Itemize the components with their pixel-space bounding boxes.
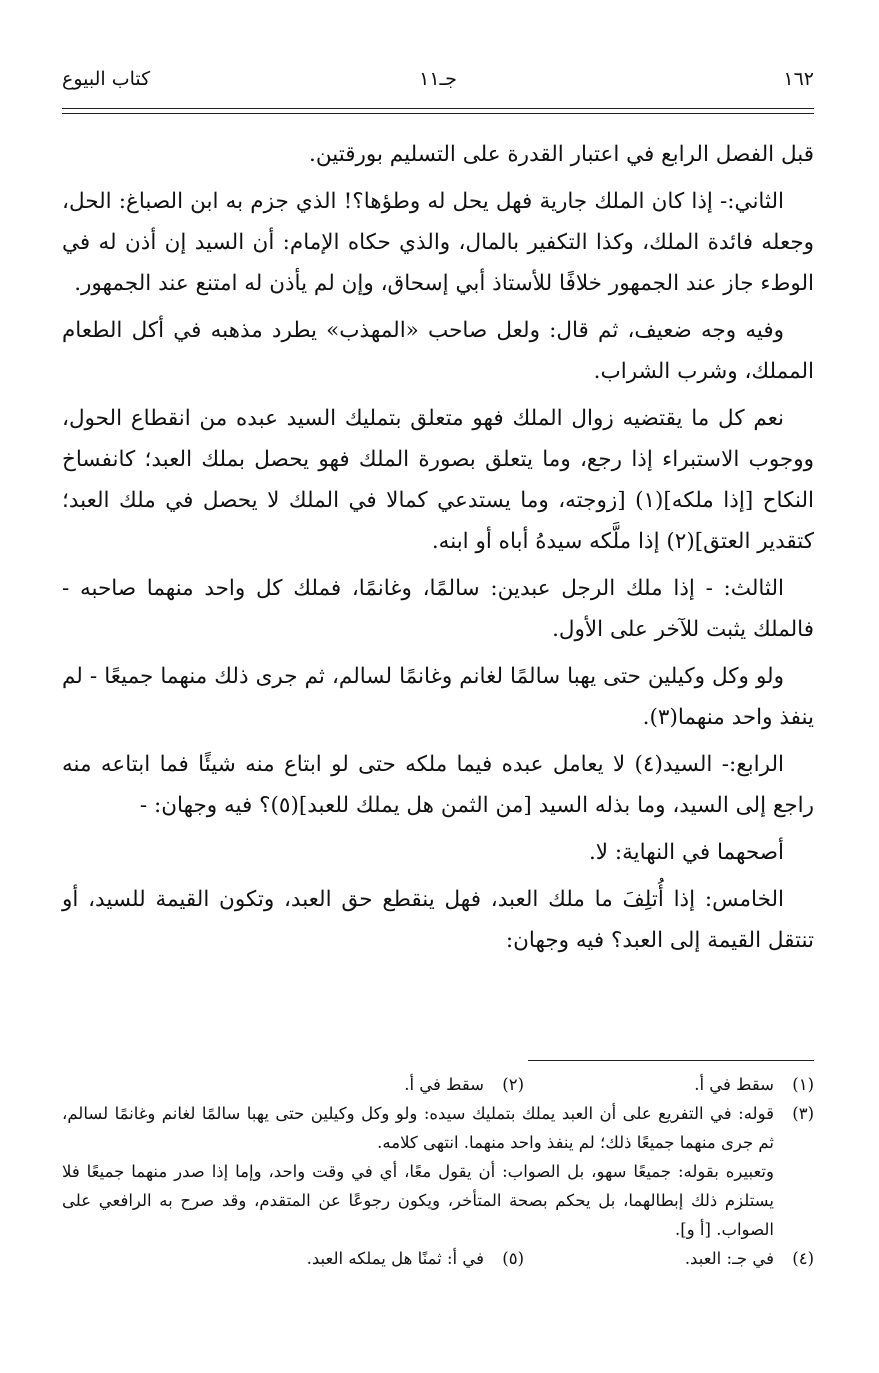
footnote-3-number: (٣) bbox=[792, 1104, 814, 1123]
footnote-3 bbox=[62, 1099, 814, 1244]
paragraph-3: وفيه وجه ضعيف، ثم قال: ولعل صاحب «المهذب» يطرد مذهبه في أكل الطعام المملك، وشرب الشراب. bbox=[62, 318, 814, 384]
paragraph-9: الخامس: إذا أُتلِفَ ما ملك العبد، فهل ينقطع حق العبد، وتكون القيمة للسيد، أو تنتقل القيمة إلى العبد؟ فيه وجهان: bbox=[62, 887, 814, 953]
footnote-4-text: في جـ: العبد. bbox=[684, 1249, 774, 1268]
footnote-5-text: في أ: ثمنًا هل يملكه العبد. bbox=[306, 1249, 484, 1268]
paragraph-8: أصحهما في النهاية: لا. bbox=[588, 840, 784, 865]
footnote-3-text-2: وتعبيره بقوله: جميعًا سهو، بل الصواب: أن يقول معًا، أي في وقت واحد، وإما إذا صدر منهما جميعًا فلا يستلزم ذلك إبطالهما، بل يحكم بصحة المتأخر، ويكون رجوعًا عن المتقدم، وقد صرح به الرافعي على الصواب. [أ و]. bbox=[62, 1162, 774, 1239]
footnote-row-4-5 bbox=[62, 1244, 814, 1273]
page-number: ١٦٢ bbox=[783, 68, 814, 90]
paragraph-1: قبل الفصل الرابع في اعتبار القدرة على التسليم بورقتين. bbox=[309, 142, 814, 167]
footnote-4-number: (٤) bbox=[792, 1249, 814, 1268]
footnote-3-text-1: قوله: في التفريع على أن العبد يملك بتمليك سيده: ولو وكل وكيلين حتى يهبا سالمًا لغانم وغانمًا لسالم، ثم جرى منهما جميعًا ذلك؛ لم ينفذ واحد منهما. انتهى كلامه. bbox=[62, 1104, 774, 1152]
footnote-1-number: (١) bbox=[792, 1075, 814, 1094]
paragraph-7: الرابع:- السيد(٤) لا يعامل عبده فيما ملكه حتى لو ابتاع منه شيئًا فما ابتاعه منه راجع إلى السيد، وما بذله السيد [من الثمن هل يملك للعبد](٥)؟ فيه وجهان: - bbox=[62, 752, 814, 818]
footnote-2-number: (٢) bbox=[502, 1075, 524, 1094]
footnote-2-text: سقط في أ. bbox=[404, 1075, 484, 1094]
header-rule-top bbox=[62, 108, 814, 109]
main-text bbox=[62, 134, 814, 967]
header-rule-bottom bbox=[62, 113, 814, 114]
page-header bbox=[62, 68, 814, 108]
footnote-separator bbox=[528, 1060, 814, 1061]
paragraph-2: الثاني:- إذا كان الملك جارية فهل يحل له وطؤها؟! الذي جزم به ابن الصباغ: الحل، وجعله فائدة الملك، وكذا التكفير بالمال، والذي حكاه الإمام: أن السيد إن أذن له في الوطء جاز عند الجمهور خلافًا للأستاذ أبي إسحاق، وإن لم يأذن له امتنع عند الجمهور. bbox=[62, 189, 814, 296]
paragraph-4: نعم كل ما يقتضيه زوال الملك فهو متعلق بتمليك السيد عبده من انقطاع الحول، ووجوب الاستبراء إذا رجع، وما يتعلق بصورة الملك فهو يحصل بملك العبد؛ كانفساخ النكاح [إذا ملكه](١) [زوجته، وما يستدعي كمالا في الملك لا يحصل في ملك العبد؛ كتقدير العتق](٢) إذا ملَّكه سيدهُ أباه أو ابنه. bbox=[62, 406, 814, 554]
footnotes bbox=[62, 1070, 814, 1273]
paragraph-5: الثالث: - إذا ملك الرجل عبدين: سالمًا، وغانمًا، فملك كل واحد منهما صاحبه - فالملك يثبت للآخر على الأول. bbox=[62, 576, 814, 642]
footnote-row-1-2 bbox=[62, 1070, 814, 1099]
volume-label: جـ١١ bbox=[419, 68, 457, 90]
paragraph-6: ولو وكل وكيلين حتى يهبا سالمًا لغانم وغانمًا لسالم، ثم جرى ذلك منهما جميعًا - لم ينفذ واحد منهما(٣). bbox=[62, 664, 814, 730]
footnote-5-number: (٥) bbox=[502, 1249, 524, 1268]
footnote-1-text: سقط في أ. bbox=[694, 1075, 774, 1094]
book-title: كتاب البيوع bbox=[62, 68, 151, 90]
